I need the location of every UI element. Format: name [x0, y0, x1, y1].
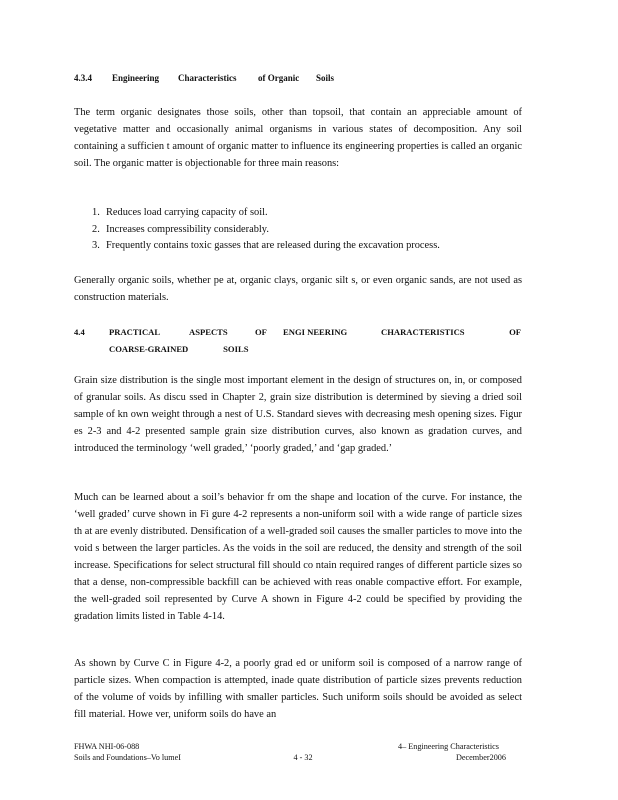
list-marker: 1.	[92, 207, 100, 218]
section-title-word: of Organic	[258, 73, 300, 83]
paragraph-construction-materials: Generally organic soils, whether pe at, organic clays, organic silt s, or even organic sands, are not used as construction materials.	[74, 275, 522, 303]
footer-left	[74, 741, 274, 763]
paragraph-poorly-graded: As shown by Curve C in Figure 4-2, a poorly grad ed or uniform soil is composed of a narrow range of particle sizes. When compaction is attempted, inade quate distribution of particle sizes prevents reduction of the volume of voids by infilling with smaller particles. Such uniform soils should be avoided as select fill material. Howe ver, uniform soils do have an	[74, 658, 522, 720]
section-title-word: ENGI NEERING	[283, 327, 348, 337]
section-title-word: OF	[509, 327, 521, 337]
list-item-text: Frequently contains toxic gasses that are released during the excavation process.	[106, 240, 440, 251]
paragraph-soil-behavior: Much can be learned about a soil’s behavior fr om the shape and location of the curve. For instance, the ‘well graded’ curve shown in Fi gure 4-2 represents a non-uniform soil with a wide range of particle sizes th at are evenly distributed. Densification of a well-graded soil causes the smaller particles to move into the void s between the larger particles. As the voids in the soil are reduced, the density and strength of the soil increase. Specifications for select structural fill should co ntain required ranges of different particle sizes so that a dense, non-compressible backfill can be achieved with reas onable compactive effort. For example, the well-graded soil represented by Curve A shown in Figure 4-2 could be specified by providing the gradation limits listed in Table 4-14.	[74, 492, 522, 622]
section-heading-4-4	[74, 324, 524, 358]
footer-document-title: Soils and Foundations–Vo lumeI	[74, 753, 181, 762]
section-title-word: Characteristics	[178, 73, 237, 83]
footer-date: December2006	[455, 753, 506, 762]
section-heading-4-3-4	[74, 73, 534, 83]
reasons-list	[92, 205, 512, 255]
section-title-word: PRACTICAL	[109, 327, 161, 337]
paragraph-organic-soils: The term organic designates those soils, other than topsoil, that contain an appreciable amount of vegetative matter and occasionally animal organisms in various states of decomposition. Any soil containing a sufficien t amount of organic matter to influence its engineering properties is called an organic soil. The organic matter is objectionable for three main reasons:	[74, 107, 522, 169]
section-title-word: CHARACTERISTICS	[381, 327, 465, 337]
footer-chapter-title: 4– Engineering Characteristics	[398, 742, 499, 751]
section-title-word: SOILS	[223, 344, 249, 354]
page-number: 4 - 32	[293, 753, 313, 762]
section-title-word: OF	[255, 327, 267, 337]
list-marker: 2.	[92, 223, 100, 235]
section-number: 4.4	[74, 327, 85, 337]
footer-document-id: FHWA NHI-06-088	[74, 742, 140, 751]
list-item-text: Increases compressibility considerably.	[106, 223, 269, 235]
section-title-word: Soils	[316, 73, 335, 83]
list-item-text: Reduces load carrying capacity of soil.	[106, 207, 268, 218]
section-title-word: ASPECTS	[189, 327, 228, 337]
list-item	[92, 205, 512, 222]
footer-right	[398, 741, 506, 763]
list-item	[92, 222, 512, 239]
paragraph-grain-size: Grain size distribution is the single most important element in the design of structures on, in, or composed of granular soils. As discu ssed in Chapter 2, grain size distribution is determined by sieving a dried soil sample of kn own weight through a nest of U.S. Standard sieves with decreasing mesh opening sizes. Figur es 2-3 and 4-2 presented sample grain size distribution curves, also known as gradation curves, and introduced the terminology ‘well graded,’ ‘poorly graded,’ and ‘gap graded.’	[74, 375, 522, 454]
section-number: 4.3.4	[74, 73, 92, 83]
list-marker: 3.	[92, 240, 100, 251]
section-title-word: COARSE-GRAINED	[109, 344, 189, 354]
section-title-word: Engineering	[112, 73, 160, 83]
list-item	[92, 238, 512, 255]
